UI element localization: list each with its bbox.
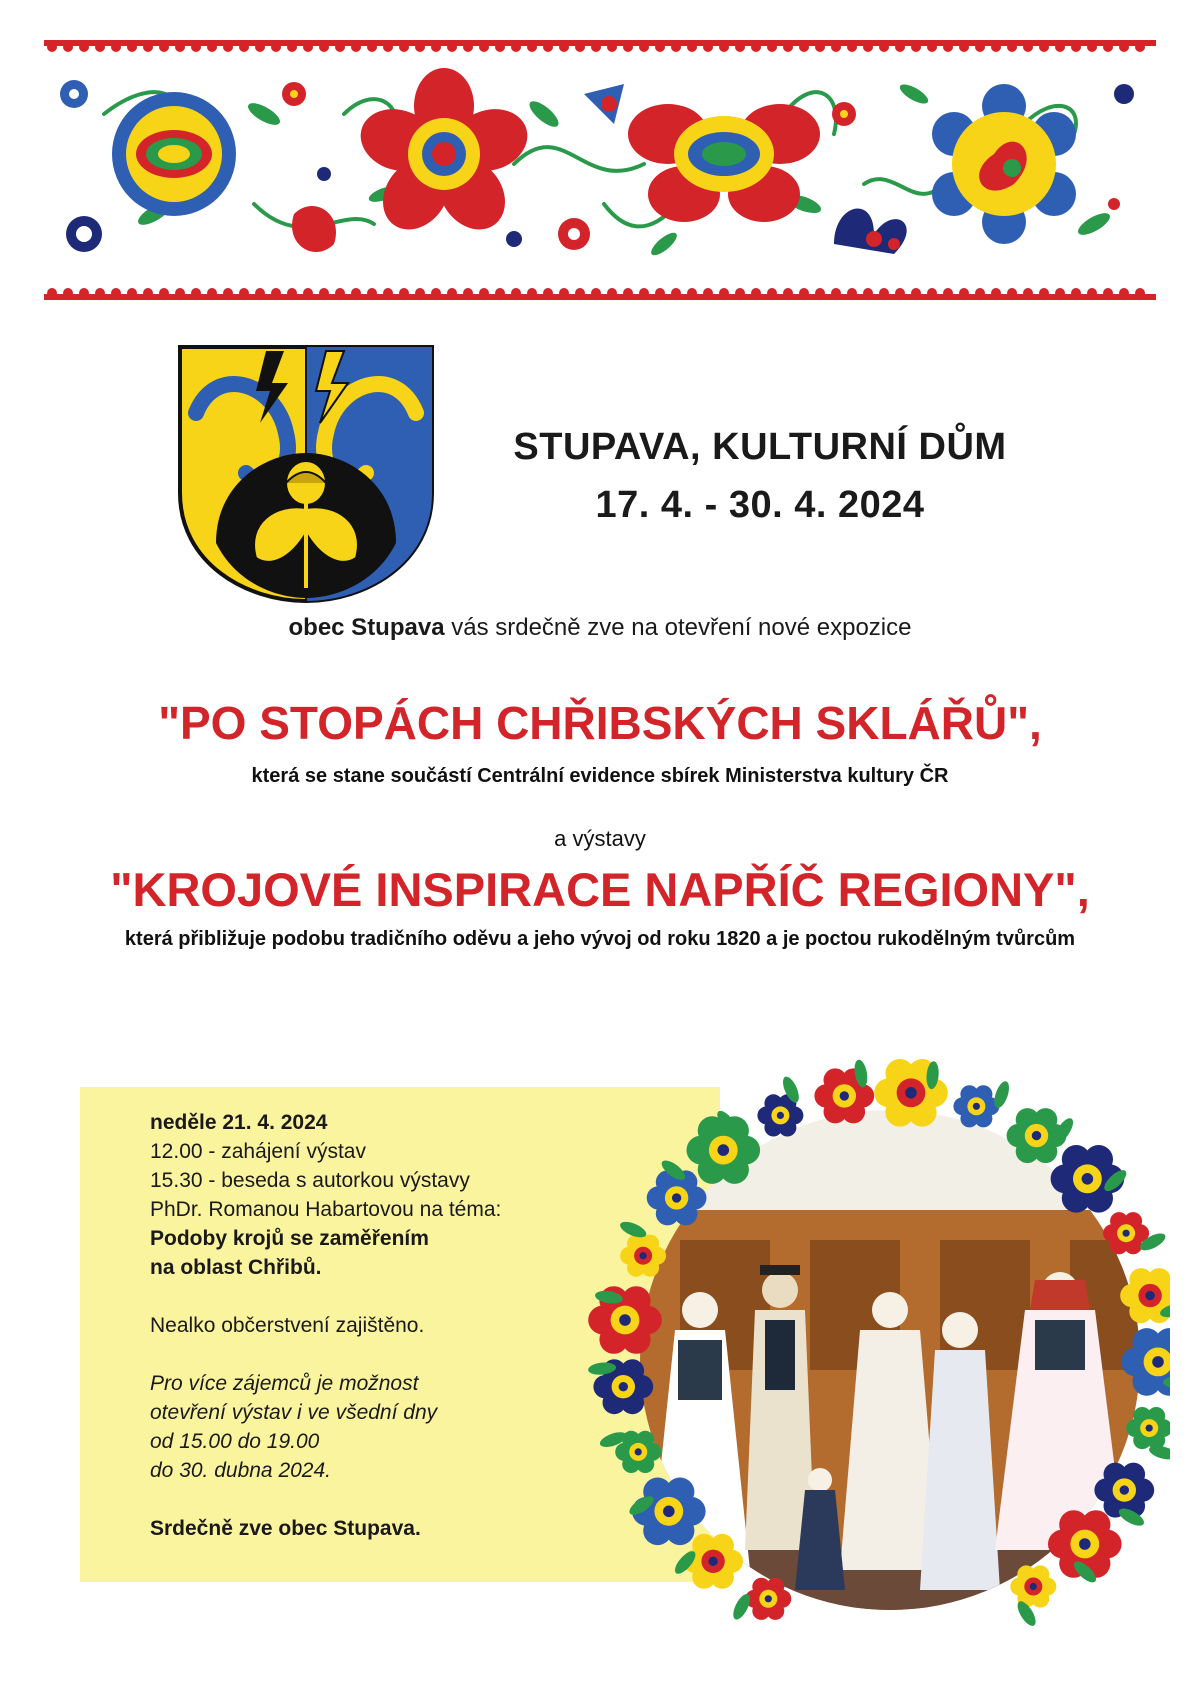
connector-text: a výstavy (554, 826, 646, 851)
weekday-note-3: od 15.00 do 19.00 (150, 1430, 320, 1453)
invitation-text: vás srdečně zve na otevření nové expozice (444, 614, 912, 641)
program-topic-2: na oblast Chřibů. (150, 1256, 322, 1279)
program-line-opening: 12.00 - zahájení výstav (150, 1140, 366, 1163)
weekday-note-2: otevření výstav i ve všední dny (150, 1401, 438, 1424)
folk-ornament-banner (44, 40, 1156, 300)
program-line-talk: 15.30 - beseda s autorkou výstavy (150, 1169, 470, 1192)
exhibition-2-title: "KROJOVÉ INSPIRACE NAPŘÍČ REGIONY", (110, 863, 1090, 916)
weekday-note-4: do 30. dubna 2024. (150, 1459, 332, 1482)
exhibition-2-subtitle: která přibližuje podobu tradičního oděvu a jeho vývoj od roku 1820 a je poctou rukodělným tvůrcům (124, 928, 1076, 950)
venue-heading (440, 418, 1080, 534)
invitation-host: obec Stupava (288, 614, 445, 641)
refreshment-note: Nealko občerstvení zajištěno. (150, 1314, 425, 1337)
exhibition-1-title: "PO STOPÁCH CHŘIBSKÝCH SKLÁŘŮ", (158, 697, 1042, 749)
program-date: neděle 21. 4. 2024 (150, 1111, 328, 1134)
scallop-border-bottom (44, 286, 1156, 300)
venue-name: STUPAVA, KULTURNÍ DŮM (513, 426, 1007, 468)
weekday-note-1: Pro více zájemců je možnost (150, 1372, 419, 1395)
closing-line: Srdečně zve obec Stupava. (150, 1517, 421, 1540)
invitation-line (0, 614, 1200, 642)
program-line-speaker: PhDr. Romanou Habartovou na téma: (150, 1198, 502, 1221)
stupava-coat-of-arms (176, 343, 436, 605)
program-topic-1: Podoby krojů se zaměřením (150, 1227, 429, 1250)
folk-costume-exhibition-photo (560, 1010, 1170, 1680)
scallop-border-top (44, 40, 1156, 54)
exhibition-1-subtitle: která se stane součástí Centrální evidence sbírek Ministerstva kultury ČR (251, 765, 949, 787)
ornament-flowers (44, 54, 1156, 286)
event-dates: 17. 4. - 30. 4. 2024 (595, 484, 925, 526)
